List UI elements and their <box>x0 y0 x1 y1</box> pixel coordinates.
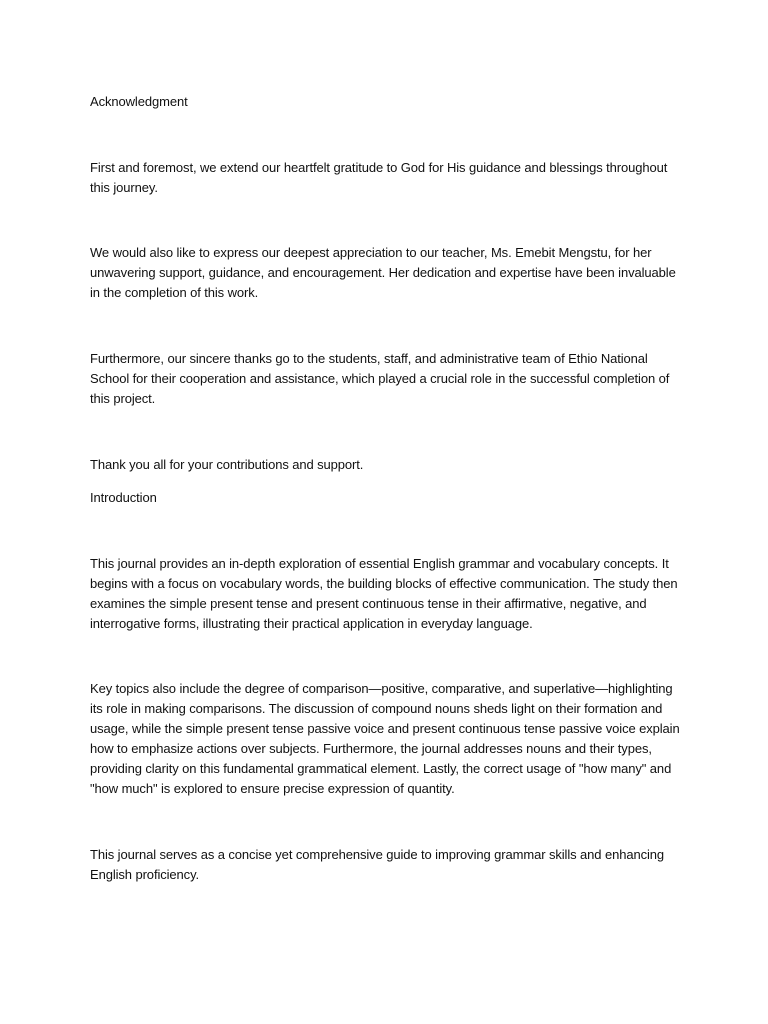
introduction-paragraph-3: This journal serves as a concise yet comprehensive guide to improving grammar skills and enhancing English proficiency. <box>90 847 665 882</box>
acknowledgment-paragraph-1: First and foremost, we extend our heartfelt gratitude to God for His guidance and blessings throughout this journey. <box>90 160 668 195</box>
acknowledgment-heading: Acknowledgment <box>90 94 188 109</box>
introduction-paragraph-2: Key topics also include the degree of comparison—positive, comparative, and superlative—highlighting its role in making comparisons. The discussion of compound nouns sheds light on their formation and usage, while the simple present tense passive voice and present continuous tense passive voice explain how to emphasize actions over subjects. Furthermore, the journal addresses nouns and their types, providing clarity on this fundamental grammatical element. Lastly, the correct usage of "how many" and "how much" is explored to ensure precise expression of quantity. <box>90 681 680 796</box>
introduction-heading: Introduction <box>90 490 157 505</box>
acknowledgment-paragraph-3: Furthermore, our sincere thanks go to the students, staff, and administrative team of Ethio National School for their cooperation and assistance, which played a crucial role in the successful completion of this project. <box>90 351 670 406</box>
acknowledgment-paragraph-4: Thank you all for your contributions and support. <box>90 457 364 472</box>
introduction-paragraph-1: This journal provides an in-depth exploration of essential English grammar and vocabulary concepts. It begins with a focus on vocabulary words, the building blocks of effective communication. The study then examines the simple present tense and present continuous tense in their affirmative, negative, and interrogative forms, illustrating their practical application in everyday language. <box>90 556 678 631</box>
acknowledgment-paragraph-2: We would also like to express our deepest appreciation to our teacher, Ms. Emebit Mengstu, for her unwavering support, guidance, and encouragement. Her dedication and expertise have been invaluable in the completion of this work. <box>90 245 676 300</box>
